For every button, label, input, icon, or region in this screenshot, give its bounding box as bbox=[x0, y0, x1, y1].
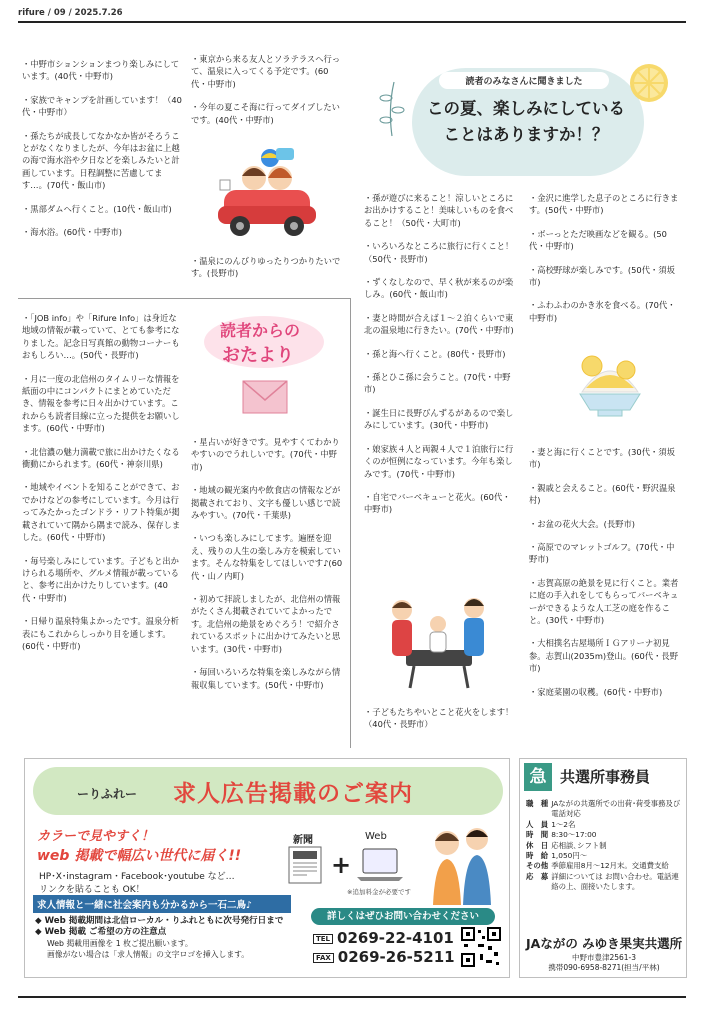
comment: ・温泉にのんびりゆったりつかりたいです。(長野市) bbox=[191, 256, 341, 279]
fax-number: 0269-26-5211 bbox=[337, 948, 455, 966]
job-ad-note: 画像がない場合は「求人情報」の文字ロゴを挿入します。 bbox=[47, 950, 250, 959]
table-row bbox=[526, 830, 684, 840]
reader-column-3b bbox=[364, 706, 514, 731]
row-value: 8:30～17:00 bbox=[551, 830, 597, 840]
job-ad-slogan-2: web 掲載で幅広い世代に届く!! bbox=[37, 848, 242, 864]
comment: ・子どもたちやいとこと花火をします！（40代・長野市） bbox=[364, 707, 514, 730]
row-label: 時 間 bbox=[526, 830, 549, 840]
comment: ・妻と時間が合えば１～２泊くらいで東北の温泉地に行きたい。(70代・中野市) bbox=[364, 312, 514, 336]
comment: ・ふわふわのかき氷を食べる。(70代・中野市) bbox=[529, 300, 676, 323]
reader-column-4b bbox=[529, 446, 679, 698]
comment: ・海水浴。(60代・中野市) bbox=[22, 227, 123, 238]
comment: ・孫と海へ行くこと。(80代・長野市) bbox=[364, 348, 506, 359]
letter: ・星占いが好きです。見やすくてわかりやすいのでうれしいです。(70代・中野市) bbox=[191, 437, 340, 472]
job-ad-hp: HP･X･instagram・Facebook･youtube など… bbox=[39, 872, 235, 882]
reader-column-4a bbox=[529, 192, 679, 324]
letters-column-1 bbox=[22, 312, 182, 652]
job-ad-notes bbox=[35, 916, 283, 960]
job-ad-tel bbox=[313, 929, 454, 947]
fax-icon: FAX bbox=[313, 953, 334, 963]
reader-column-1 bbox=[22, 58, 182, 238]
comment: ・孫が遊びに来ること！涼しいところにお出かけすること！美味しいものを食べること！（50代・大町市) bbox=[364, 193, 514, 228]
comment: ・高原でのマレットゴルフ。(70代・中野市) bbox=[529, 542, 675, 565]
table-row bbox=[526, 851, 684, 861]
newspaper-icon bbox=[287, 845, 323, 885]
row-label: 職 種 bbox=[526, 799, 549, 808]
job-ad-note: Web 掲載用画像を 1 枚ご提出願います。 bbox=[47, 939, 193, 948]
table-row bbox=[526, 841, 684, 851]
newspaper-label: 新聞 bbox=[293, 835, 313, 846]
comment: ・黒部ダムへ行くこと。(10代・飯山市) bbox=[22, 203, 172, 214]
bottom-rule bbox=[18, 996, 686, 998]
comment: ・妻と海に行くことです。(30代・須坂市) bbox=[529, 447, 675, 470]
table-row bbox=[526, 820, 684, 830]
tel-number: 0269-22-4101 bbox=[337, 929, 454, 947]
letter: ・地域やイベントを知ることができて、おでかけなどの参考にしています。今月は行ってみたかったゴンドラ・リフト特集が掲載されていて隅から隅まで読み、保存しました。(60代・中野市) bbox=[22, 482, 181, 543]
envelope-icon bbox=[242, 380, 288, 414]
comment: ・家族でキャンプを計画しています！（40代・中野市） bbox=[22, 94, 182, 118]
letter: ・地域の観光案内や飲食店の情報などが掲載されており、文字も優しい感じで読みやすい。(70代・千葉県) bbox=[191, 485, 341, 521]
address-line: 中野市豊津2561-3 bbox=[571, 953, 637, 962]
row-label: 時 給 bbox=[526, 851, 549, 861]
bbq-family-illustration bbox=[384, 590, 494, 690]
shaved-ice-illustration bbox=[572, 348, 648, 424]
employer-name: JAながの みゆき果実共選所 bbox=[526, 936, 683, 951]
letter: ・毎回いろいろな特集を楽しみながら情報収集しています。(50代・中野市) bbox=[191, 667, 341, 690]
letters-title-line2: おたより bbox=[222, 345, 294, 366]
row-value: 1,050円～ bbox=[551, 851, 588, 861]
section-divider-vertical bbox=[350, 298, 351, 748]
row-value: JAながの共選所での出荷･荷受事務及び電話対応 bbox=[551, 799, 681, 819]
comment: ・志賀高原の絶景を見に行くこと。業者に庭の手入れをしてもらってバーベキューができるような人工芝の庭を作ること。(30代・中野市) bbox=[529, 577, 679, 626]
table-row bbox=[526, 799, 684, 820]
laptop-icon bbox=[355, 845, 405, 885]
job-ad-panel bbox=[24, 758, 510, 978]
job-ad-note: ◆ Web 掲載 ご希望の方の注意点 bbox=[35, 927, 167, 937]
comment: ・今年の夏こそ海に行ってダイブしたいです。(40代・中野市) bbox=[191, 102, 340, 125]
comment: ・お盆の花火大会。(長野市) bbox=[529, 518, 636, 529]
letter: ・「JOB info」や「Rifure Info」は身近な地域の情報が載っていて、とても参考になりました。記念日写真館の動物コーナーもおもしろい…。(50代・長野市) bbox=[22, 313, 180, 361]
letters-title-line1: 読者からの bbox=[220, 321, 301, 340]
phone-icon: TEL bbox=[313, 934, 333, 944]
qr-code-icon bbox=[461, 927, 501, 967]
row-value: 季節雇用8月～12月末。交通費支給 bbox=[551, 861, 669, 871]
job-ad-sub: ーりふれー bbox=[77, 787, 138, 801]
plus-icon: + bbox=[331, 851, 352, 879]
comment: ・家庭菜園の収穫。(60代・中野市) bbox=[529, 686, 663, 697]
row-value: 1～2名 bbox=[551, 819, 576, 829]
job-ad-link: リンクを貼ることも OK！ bbox=[39, 885, 145, 895]
job-ad-info: 求人情報と一緒に社会案内も分かるから一石二鳥♪ bbox=[33, 895, 291, 913]
row-value: 詳細については お問い合わせ。電話連絡の上、面接いたします。 bbox=[551, 871, 679, 892]
lemon-slice-icon bbox=[628, 62, 670, 104]
letter: ・いつも楽しみにしてます。遍歴を迎え、残りの人生の楽しみ方を模索しています。そんな特集をしてほしいです♪(60代・山ノ内町) bbox=[191, 533, 343, 581]
question-subtitle: 読者のみなさんに聞きました bbox=[439, 72, 609, 89]
letter: ・日帰り温泉特集よかったです。温泉分析表にもこれからしっかり目を通します。(60代・中野市) bbox=[22, 616, 179, 651]
row-label: その他 bbox=[526, 861, 549, 871]
comment: ・高校野球が楽しみです。(50代・須坂市) bbox=[529, 264, 675, 288]
row-label: 人 員 bbox=[526, 819, 549, 829]
urgent-badge: 急 bbox=[524, 763, 552, 791]
job-listing-table bbox=[526, 799, 684, 893]
address-line: 携帯090-6958-8271(担当/平林) bbox=[548, 963, 660, 972]
reader-column-2 bbox=[191, 53, 343, 126]
top-rule bbox=[18, 21, 686, 23]
comment: ・ずくなしなので、早く秋が来るのが楽しみ。(60代・飯山市) bbox=[364, 277, 514, 300]
comment: ・中野市ションションまつり楽しみにしています。(40代・中野市) bbox=[22, 59, 180, 82]
leaf-decoration-icon bbox=[374, 78, 410, 138]
comment: ・娘家族４人と両親４人で１泊旅行に行くのが恒例になっています。今年も楽しみです。(70代・中野市) bbox=[364, 443, 514, 479]
comment: ・金沢に進学した息子のところに行きます。(50代・中野市) bbox=[529, 193, 679, 216]
job-listing-title: 共選所事務員 bbox=[560, 768, 651, 786]
question-title: この夏、楽しみにしている ことはありますか！？ bbox=[427, 99, 625, 144]
row-label: 応 募 bbox=[526, 871, 549, 881]
comment: ・自宅でバーベキューと花火。(60代・中野市) bbox=[364, 491, 511, 515]
job-ad-slogan-1: カラーで見やすく！ bbox=[37, 829, 155, 844]
web-label: Web bbox=[365, 831, 387, 842]
couple-illustration bbox=[421, 821, 501, 905]
employer-address bbox=[530, 953, 678, 973]
comment: ・親戚と会えること。(60代・野沢温泉村) bbox=[529, 482, 676, 506]
question-heading bbox=[364, 58, 670, 188]
comment: ・誕生日に長野びんずるがあるので楽しみにしています。(30代・中野市) bbox=[364, 407, 514, 431]
comment: ・大相撲名古屋場所ＩＧアリーナ初見参。志賀山(2035m)登山。(60代・長野市) bbox=[529, 638, 679, 674]
comment: ・孫とひこ孫に会うこと。(70代・中野市) bbox=[364, 372, 511, 395]
section-divider bbox=[18, 298, 350, 299]
reader-column-3 bbox=[364, 192, 514, 516]
comment: ・ボーっとただ映画などを観る。(50代・中野市) bbox=[529, 228, 667, 252]
letters-heading bbox=[202, 314, 326, 426]
letters-column-2 bbox=[191, 436, 343, 691]
comment: ・孫たちが成長してなかなか皆がそろうことがなくなりましたが、今年はお盆に上越の海で海水浴や夕日などを楽しみたいと計画しています。日程調整に苦慮してます…。(70代・飯山市) bbox=[22, 130, 180, 191]
letter: ・初めて拝読しましたが、北信州の情報がたくさん掲載されていてよかったです。北信州の絶景をめぐろう！で紹介されているスポットに出かけてみたいと思います。(30代・中野市) bbox=[191, 594, 341, 654]
row-value: 応相談､シフト制 bbox=[551, 840, 607, 850]
job-ad-contact: 詳しくはぜひお問い合わせください bbox=[311, 908, 495, 925]
reader-column-2b bbox=[191, 255, 343, 280]
letter: ・月に一度の北信州のタイムリーな情報を紙面の中にコンパクトにまとめていただき、情報を参考に日々出かけています。これからも読者目線に立った提供をお願いします。(60代・中野市) bbox=[22, 373, 180, 434]
job-ad-fax bbox=[313, 948, 455, 966]
job-listing-panel bbox=[519, 758, 687, 978]
table-row bbox=[526, 861, 684, 871]
letter: ・毎号楽しみにしています。子どもと出かけられる場所や、グルメ情報が載っていると、参考に出かけたりしています。(40代・中野市) bbox=[22, 555, 179, 603]
car-family-illustration bbox=[214, 148, 324, 240]
job-ad-note: ◆ Web 掲載期間は北信ローカル・りふれともに次号発行日まで bbox=[35, 916, 284, 926]
job-ad-banner bbox=[33, 767, 503, 815]
table-row bbox=[526, 872, 684, 893]
row-label: 休 日 bbox=[526, 840, 549, 850]
comment: ・いろいろなところに旅行に行くこと！（50代・長野市) bbox=[364, 241, 514, 264]
page-header: rifure / 09 / 2025.7.26 bbox=[18, 8, 123, 18]
letter: ・北信濃の魅力満載で旅に出かけたくなる衝動にかられます。(60代・神奈川県) bbox=[22, 446, 180, 470]
job-ad-fee: ※追加料金が必要です bbox=[347, 888, 411, 896]
comment: ・東京から来る友人とソラテラスへ行って、温泉に入ってくる予定です。(60代・中野市) bbox=[191, 54, 341, 89]
job-ad-title: 求人広告掲載のご案内 bbox=[173, 781, 413, 807]
